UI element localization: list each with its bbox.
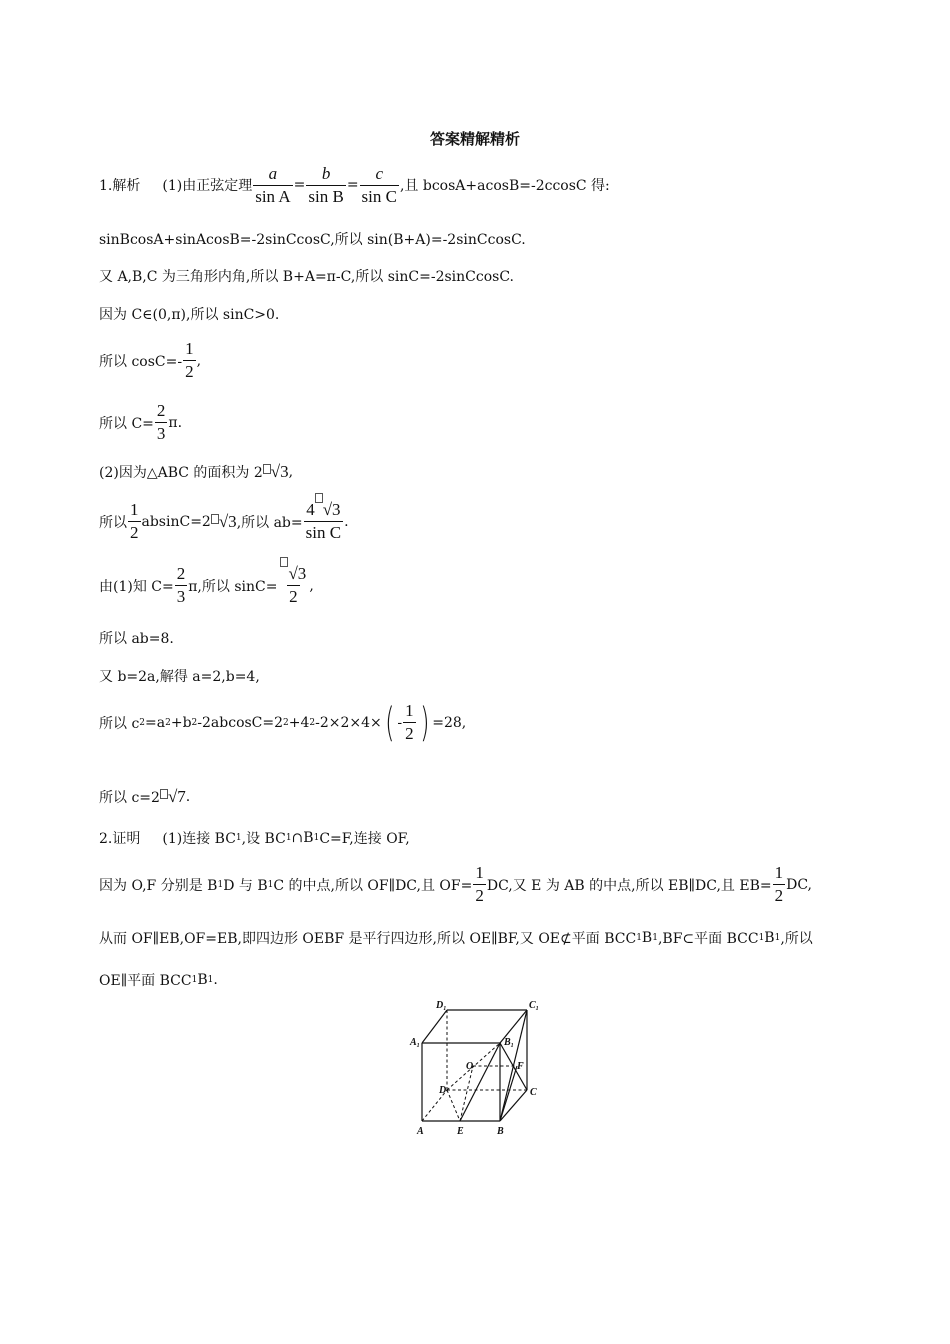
line-10: 所以 ab=8. [99, 631, 174, 647]
label-a: A [417, 1126, 424, 1137]
line-13: 所以 c=2 √7 . [99, 787, 191, 806]
problem-label: 1.解析 [99, 178, 141, 194]
line-15: 因为 O,F 分别是 B 1 D 与 B 1 C 的中点,所以 OF∥DC,且 OF= $\frac{1}{2}$ DC,又 E 为 AB 的中点,所以 EB∥DC,且 EB= $\frac{1}{2}$ DC, [99, 863, 812, 905]
line-12: 所以 c 2 =a 2 +b 2 -2abcosC=2 2 +4 2 -2×2×4× ( - $\frac{1}{2}$ ) =28, [99, 699, 467, 746]
section-title: 答案精解精析 [429, 130, 520, 148]
fraction-sinc: $\frac{√3}{2}$ [278, 563, 308, 608]
line-16: 从而 OF∥EB,OF=EB,即四边形 OEBF 是平行四边形,所以 OE∥BF,又 OE⊄平面 BCC 1 B 1 ,BF⊂平面 BCC 1 B 1 ,所以 [99, 930, 813, 947]
label-d: D [439, 1085, 447, 1096]
fraction-a: $\frac{a}{\text{sin A}}$ [255, 163, 291, 206]
line-1: 1.解析 (1)由正弦定理 $\frac{a}{\text{sin A}}$ = $\frac{b}{\text{sin B}}$ = $\frac{c}{\text{sin C}}$ ,且 bcosA+acosB=-2ccosC 得: [99, 163, 610, 206]
fraction-eb: $\frac{1}{2}$ [774, 863, 784, 905]
fraction-neg-half: $\frac{1}{2}$ [405, 701, 414, 743]
label-d1: $D_1$ [436, 1000, 447, 1012]
line-4: 因为 C∈(0,π),所以 sinC>0. [99, 307, 280, 323]
label-o: O [466, 1061, 474, 1072]
fraction-half: $\frac{1}{2}$ [185, 339, 194, 381]
label-f: F [517, 1061, 524, 1072]
cube-figure [405, 998, 555, 1140]
part-label: (1)由正弦定理 [162, 178, 253, 194]
label-c: C [530, 1087, 537, 1098]
line-6: 所以 C= $\frac{2}{3}$ π. [99, 401, 183, 443]
fraction-two-thirds-2: $\frac{2}{3}$ [176, 564, 186, 606]
fraction-b: $\frac{b}{\text{sin B}}$ [308, 163, 344, 206]
fraction-c: $\frac{c}{\text{sin C}}$ [361, 163, 397, 206]
cube-hidden-edges [422, 1010, 527, 1121]
fraction-half-2: $\frac{1}{2}$ [130, 500, 139, 542]
fraction-two-thirds: $\frac{2}{3}$ [156, 401, 166, 443]
line-7: (2)因为△ABC 的面积为 2 √3 , [99, 462, 294, 481]
line-8: 所以 $\frac{1}{2}$ absinC=2 √3 ,所以 ab= $\frac{4 √3}{\text{sin C}}$ . [99, 499, 349, 544]
label-b1: $B_1$ [504, 1037, 514, 1049]
line-11: 又 b=2a,解得 a=2,b=4, [99, 669, 260, 685]
line-14: 2.证明 (1)连接 BC 1 ,设 BC 1 ∩B 1 C=F,连接 OF, [99, 830, 410, 847]
fraction-ab: $\frac{4 √3}{\text{sin C}}$ [304, 499, 343, 544]
line-9: 由(1)知 C= $\frac{2}{3}$ π,所以 sinC= $\frac{√3}{2}$ , [99, 563, 314, 608]
cube-labels [409, 1000, 539, 1137]
label-b: B [497, 1126, 504, 1137]
line-17: OE∥平面 BCC 1 B 1 . [99, 972, 218, 989]
line-3: 又 A,B,C 为三角形内角,所以 B+A=π-C,所以 sinC=-2sinCcosC. [99, 269, 514, 285]
label-a1: $A_1$ [410, 1037, 420, 1049]
fraction-of: $\frac{1}{2}$ [475, 863, 484, 905]
line-2: sinBcosA+sinAcosB=-2sinCcosC,所以 sin(B+A)=-2sinCcosC. [99, 232, 526, 248]
label-e: E [457, 1126, 464, 1137]
label-c1: $C_1$ [529, 1000, 539, 1012]
line-5: 所以 cosC=- $\frac{1}{2}$ , [99, 339, 202, 381]
